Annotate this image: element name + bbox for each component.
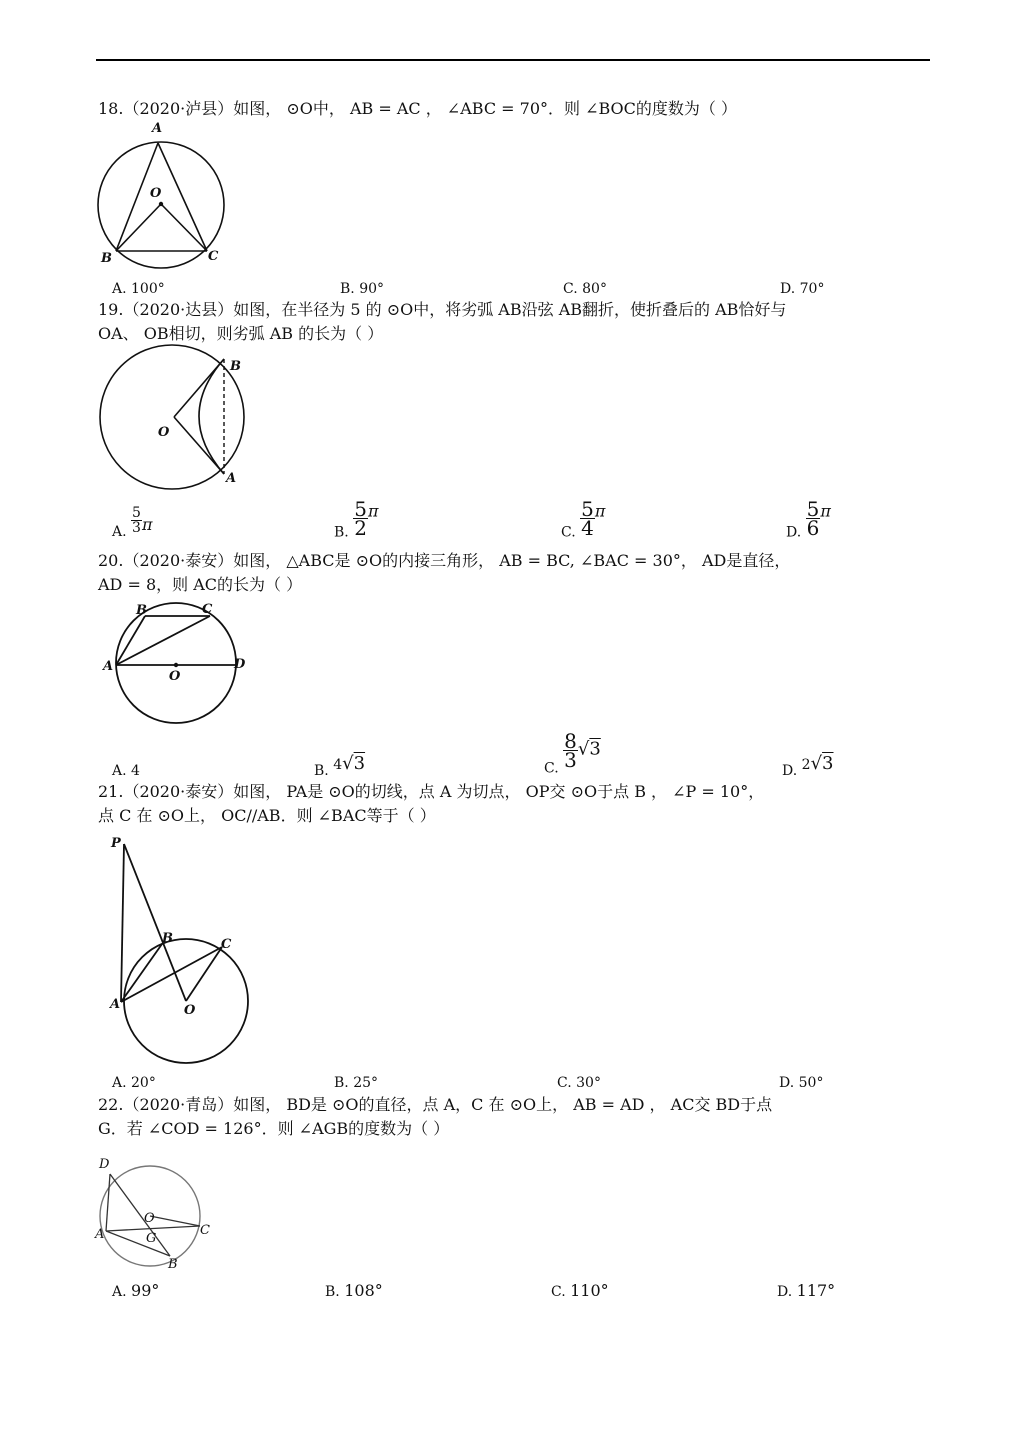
q18-option-b[interactable]: B. 90°: [340, 281, 385, 297]
q22-label-o: O: [144, 1211, 155, 1226]
q18-option-a[interactable]: A. 100°: [112, 281, 165, 297]
q22-option-c[interactable]: C. 110°: [551, 1281, 609, 1300]
q18-option-c[interactable]: C. 80°: [563, 281, 607, 297]
q18-stem: 18.（2020·泸县）如图， ⊙O中， AB = AC ， ∠ABC = 70°．则 ∠BOC的度数为（ ）: [98, 99, 737, 118]
q20-option-d[interactable]: D. 2√3: [782, 753, 834, 779]
q22-label-g: G: [146, 1231, 157, 1246]
q18-label-a: A: [152, 121, 163, 136]
q20-figure: [100, 598, 260, 728]
q21-figure: [104, 834, 264, 1064]
q21-stem-line1: 21.（2020·泰安）如图， PA是 ⊙O的切线，点 A 为切点， OP交 ⊙O于点 B ， ∠P = 10°，: [98, 782, 765, 801]
q19-option-d[interactable]: D. $\frac{5}{6}$ π: [786, 497, 831, 541]
header-rule: [96, 59, 930, 61]
q19-option-c[interactable]: C. $\frac{5}{4}$ π: [561, 497, 606, 541]
q21-option-b[interactable]: B. 25°: [334, 1075, 379, 1091]
q22-label-a: A: [95, 1227, 105, 1242]
q22-option-b[interactable]: B. 108°: [325, 1281, 383, 1300]
q22-option-a[interactable]: A. 99°: [112, 1281, 160, 1300]
q22-figure: [94, 1156, 224, 1276]
q18-label-o: O: [150, 186, 162, 201]
q22-label-c: C: [200, 1223, 210, 1238]
q19-stem-line1: 19.（2020·达县）如图，在半径为 5 的 ⊙O中，将劣弧 AB沿弦 AB翻折，使折叠后的 AB恰好与: [98, 300, 787, 319]
q22-stem-line1: 22.（2020·青岛）如图， BD是 ⊙O的直径，点 A，C 在 ⊙O上， AB = AD ， AC交 BD于点: [98, 1095, 773, 1114]
q20-option-a[interactable]: A. 4: [112, 763, 140, 779]
q20-stem-line1: 20.（2020·泰安）如图， △ABC是 ⊙O的内接三角形， AB = BC, ∠BAC = 30°， AD是直径，: [98, 551, 791, 570]
q19-circle: [100, 345, 244, 489]
q22-option-d[interactable]: D. 117°: [777, 1281, 836, 1300]
q19-option-b[interactable]: B. $\frac{5}{2}$ π: [334, 497, 379, 541]
q18-label-c: C: [208, 249, 219, 264]
q20-option-b[interactable]: B. 4√3: [314, 753, 366, 779]
q22-label-b: B: [168, 1257, 178, 1272]
q19-label-b: B: [230, 359, 241, 374]
q21-label-o: O: [184, 1003, 196, 1018]
q18-option-d[interactable]: D. 70°: [780, 281, 825, 297]
q20-label-a: A: [103, 659, 114, 674]
q20-stem-line2: AD = 8，则 AC的长为（ ）: [98, 575, 303, 594]
q19-option-a[interactable]: A. $\frac{5}{3}$ π: [112, 505, 153, 540]
q21-label-b: B: [162, 931, 173, 946]
q20-label-b: B: [136, 603, 147, 618]
q18-figure: [92, 118, 242, 278]
q21-label-p: P: [111, 836, 121, 851]
q19-stem-line2: OA、 OB相切，则劣弧 AB 的长为（ ）: [98, 324, 384, 343]
q19-figure: [94, 344, 254, 494]
q20-option-c[interactable]: C. $\frac{8}{3}$ √3: [544, 729, 601, 777]
q18-label-b: B: [101, 251, 112, 266]
q19-label-a: A: [226, 471, 237, 486]
q22-stem-line2: G．若 ∠COD = 126°．则 ∠AGB的度数为（ ）: [98, 1119, 450, 1138]
q21-label-c: C: [221, 937, 232, 952]
q21-label-a: A: [110, 997, 121, 1012]
q21-option-d[interactable]: D. 50°: [779, 1075, 824, 1091]
q21-option-c[interactable]: C. 30°: [557, 1075, 601, 1091]
q20-label-o: O: [169, 669, 181, 684]
q21-stem-line2: 点 C 在 ⊙O上， OC//AB．则 ∠BAC等于（ ）: [98, 806, 436, 825]
q20-label-c: C: [202, 602, 213, 617]
q21-option-a[interactable]: A. 20°: [112, 1075, 156, 1091]
q22-label-d: D: [99, 1157, 110, 1172]
q20-label-d: D: [234, 657, 246, 672]
q19-label-o: O: [158, 425, 170, 440]
